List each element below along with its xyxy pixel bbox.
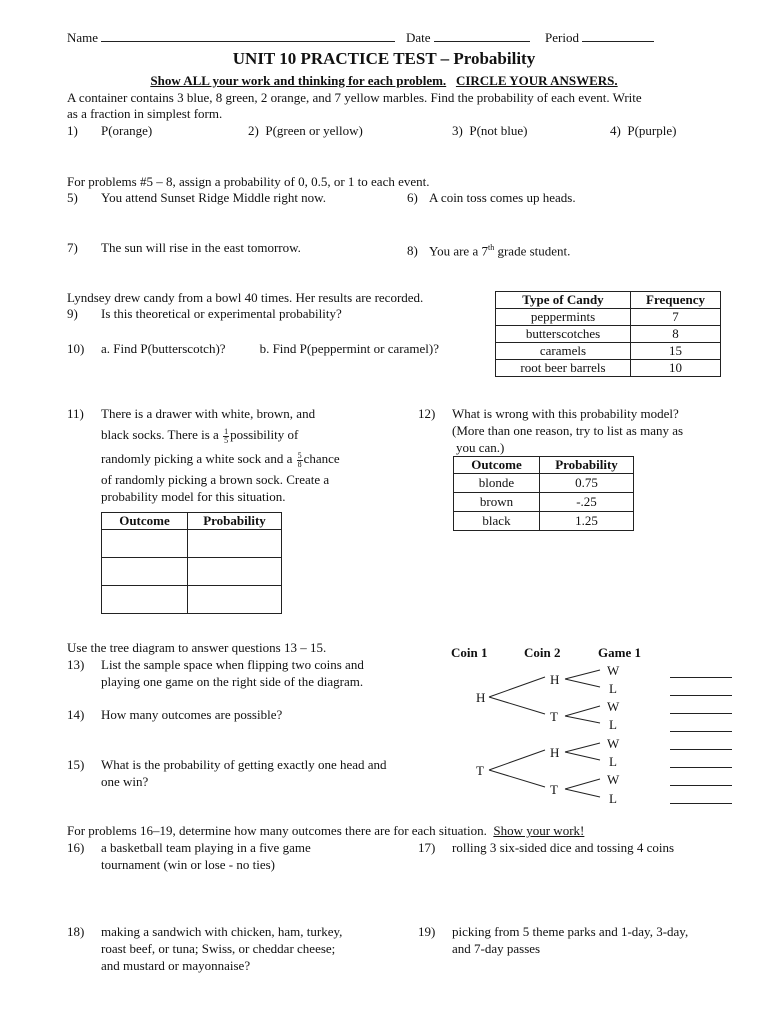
tree-header-game1: Game 1 — [598, 645, 641, 660]
name-label: Name — [67, 30, 99, 45]
tree-node-game: W — [607, 663, 620, 678]
tree-branch — [565, 743, 600, 752]
fraction-numerator: 5 — [297, 450, 302, 460]
tree-header-coin1: Coin 1 — [451, 645, 488, 660]
q7-text: The sun will rise in the east tomorrow. — [101, 240, 301, 255]
marbles-intro-line1: A container contains 3 blue, 8 green, 2 orange, and 7 yellow marbles. Find the probability of each event. Write — [67, 90, 642, 105]
fraction-denominator: 8 — [297, 459, 302, 469]
outcome-answer-blank[interactable] — [670, 731, 732, 732]
tree-header-coin2: Coin 2 — [524, 645, 561, 660]
tree-node-coin2: T — [550, 782, 558, 797]
table-cell: 10 — [631, 360, 721, 377]
q3-text: P(not blue) — [469, 123, 528, 138]
outcome-answer-blank[interactable] — [670, 677, 732, 678]
tree-node-game: L — [609, 717, 617, 732]
table-cell: brown — [454, 493, 540, 512]
q10-part-a: a. Find P(butterscotch)? — [101, 341, 226, 356]
q12-number: 12) — [418, 406, 436, 421]
fraction-numerator: 1 — [224, 426, 229, 436]
table-cell: 8 — [631, 326, 721, 343]
tree-node-game: W — [607, 772, 620, 787]
q8-number: 8) — [407, 243, 418, 259]
q11-line2b: possibility of — [230, 427, 299, 442]
tree-branch — [489, 750, 545, 770]
q19-line1: picking from 5 theme parks and 1-day, 3-day, — [452, 924, 689, 939]
q8-text-before: You are a 7 — [429, 243, 488, 259]
q14-number: 14) — [67, 707, 85, 722]
q18-number: 18) — [67, 924, 85, 939]
tree-node-game: L — [609, 791, 617, 806]
fraction-denominator: 5 — [224, 435, 229, 445]
question-17 — [418, 840, 674, 856]
tree-branch — [489, 770, 545, 787]
q15-line1: What is the probability of getting exactly one head and — [101, 757, 387, 772]
instructions-work: Show ALL your work and thinking for each problem. — [150, 73, 447, 88]
tree-branch — [565, 779, 600, 789]
outcome-answer-blank[interactable] — [670, 785, 732, 786]
outcome-answer-blank[interactable] — [670, 749, 732, 750]
q12-line3: you can.) — [456, 440, 505, 455]
outcome-answer-blank[interactable] — [670, 695, 732, 696]
table-cell: 0.75 — [540, 474, 634, 493]
q10-part-b: b. Find P(peppermint or caramel)? — [259, 341, 439, 356]
q16-line2: tournament (win or lose - no ties) — [101, 857, 276, 872]
tree-node-game: L — [609, 681, 617, 696]
q11-line4: of randomly picking a brown sock. Create a — [101, 472, 330, 487]
table-cell: butterscotches — [496, 326, 631, 343]
tree-branch — [565, 670, 600, 679]
q1-text: P(orange) — [101, 123, 153, 138]
tree-node-coin2: T — [550, 709, 558, 724]
tree-branch — [489, 697, 545, 714]
q11-line5: probability model for this situation. — [101, 489, 286, 504]
assign-intro: For problems #5 – 8, assign a probability of 0, 0.5, or 1 to each event. — [67, 174, 430, 189]
table-cell: 1.25 — [540, 512, 634, 531]
q11-line3a: randomly picking a white sock and a — [101, 451, 293, 466]
marbles-intro-line2: as a fraction in simplest form. — [67, 106, 223, 121]
q8-text-after: grade student. — [494, 243, 571, 259]
q3-number: 3) — [452, 123, 463, 138]
q18-line2: roast beef, or tuna; Swiss, or cheddar cheese; — [101, 941, 336, 956]
q1-number: 1) — [67, 123, 78, 138]
q19-line2: and 7-day passes — [452, 941, 541, 956]
outcomes-intro — [67, 823, 584, 839]
candy-table-header: Type of Candy — [496, 292, 631, 309]
q5-number: 5) — [67, 190, 78, 205]
outcomes-intro-emphasis: Show your work! — [493, 823, 585, 838]
q19-number: 19) — [418, 924, 436, 939]
q11-line1: There is a drawer with white, brown, and — [101, 406, 316, 421]
date-label: Date — [406, 30, 431, 45]
candy-intro: Lyndsey drew candy from a bowl 40 times. Her results are recorded. — [67, 290, 424, 305]
question-19-line1 — [418, 924, 688, 940]
q2-text: P(green or yellow) — [265, 123, 363, 138]
table-cell: root beer barrels — [496, 360, 631, 377]
period-label: Period — [545, 30, 579, 45]
q18-line1: making a sandwich with chicken, ham, turkey, — [101, 924, 343, 939]
tree-branch — [565, 716, 600, 723]
q9-number: 9) — [67, 306, 78, 321]
outcomes-intro-text: For problems 16–19, determine how many outcomes there are for each situation. — [67, 823, 487, 838]
table-cell: 7 — [631, 309, 721, 326]
q11-table-header: Outcome — [102, 513, 188, 530]
q9-text: Is this theoretical or experimental probability? — [101, 306, 342, 321]
outcome-answer-blank[interactable] — [670, 767, 732, 768]
table-cell: -.25 — [540, 493, 634, 512]
q6-text: A coin toss comes up heads. — [429, 190, 576, 205]
tree-node-coin1: H — [476, 690, 486, 705]
q5-text: You attend Sunset Ridge Middle right now. — [101, 190, 326, 205]
q2-number: 2) — [248, 123, 259, 138]
question-16-line1 — [67, 840, 311, 856]
q11-table-header: Probability — [188, 513, 282, 530]
tree-node-coin2: H — [550, 745, 560, 760]
tree-branch — [565, 752, 600, 760]
q17-text: rolling 3 six-sided dice and tossing 4 coins — [452, 840, 675, 855]
tree-node-coin1: T — [476, 763, 484, 778]
q16-number: 16) — [67, 840, 85, 855]
tree-branch — [565, 679, 600, 687]
q13-line1: List the sample space when flipping two coins and — [101, 657, 364, 672]
q11-line2a: black socks. There is a — [101, 427, 219, 442]
q18-line3: and mustard or mayonnaise? — [101, 958, 251, 973]
table-cell: 15 — [631, 343, 721, 360]
table-cell: caramels — [496, 343, 631, 360]
q12-line2: (More than one reason, try to list as many as — [452, 423, 684, 438]
q7-number: 7) — [67, 240, 78, 255]
tree-node-coin2: H — [550, 672, 560, 687]
tree-node-game: W — [607, 699, 620, 714]
q15-line2: one win? — [101, 774, 149, 789]
q15-number: 15) — [67, 757, 85, 772]
table-cell: blonde — [454, 474, 540, 493]
q12-table-header: Probability — [540, 457, 634, 474]
q11-number: 11) — [67, 406, 84, 421]
instructions-circle: CIRCLE YOUR ANSWERS. — [455, 73, 618, 88]
tree-intro: Use the tree diagram to answer questions 13 – 15. — [67, 640, 327, 655]
q11-line3b: chance — [303, 451, 340, 466]
q13-number: 13) — [67, 657, 85, 672]
table-cell: black — [454, 512, 540, 531]
tree-node-game: L — [609, 754, 617, 769]
candy-table-header: Frequency — [631, 292, 721, 309]
q13-line2: playing one game on the right side of the diagram. — [101, 674, 364, 689]
q12-table-header: Outcome — [454, 457, 540, 474]
tree-branch — [565, 706, 600, 716]
question-18-line1 — [67, 924, 342, 940]
q6-number: 6) — [407, 190, 418, 205]
q17-number: 17) — [418, 840, 436, 855]
q16-line1: a basketball team playing in a five game — [101, 840, 311, 855]
q14-text: How many outcomes are possible? — [101, 707, 283, 722]
tree-node-game: W — [607, 736, 620, 751]
outcome-answer-blank[interactable] — [670, 713, 732, 714]
table-cell: peppermints — [496, 309, 631, 326]
q8-sup: th — [487, 243, 495, 252]
q12-line1: What is wrong with this probability model? — [452, 406, 679, 421]
tree-branch — [565, 789, 600, 797]
page-title: UNIT 10 PRACTICE TEST – Probability — [232, 49, 536, 68]
q10-number: 10) — [67, 341, 85, 356]
tree-branch — [489, 677, 545, 697]
q4-text: P(purple) — [627, 123, 677, 138]
q4-number: 4) — [610, 123, 621, 138]
outcome-answer-blank[interactable] — [670, 803, 732, 804]
